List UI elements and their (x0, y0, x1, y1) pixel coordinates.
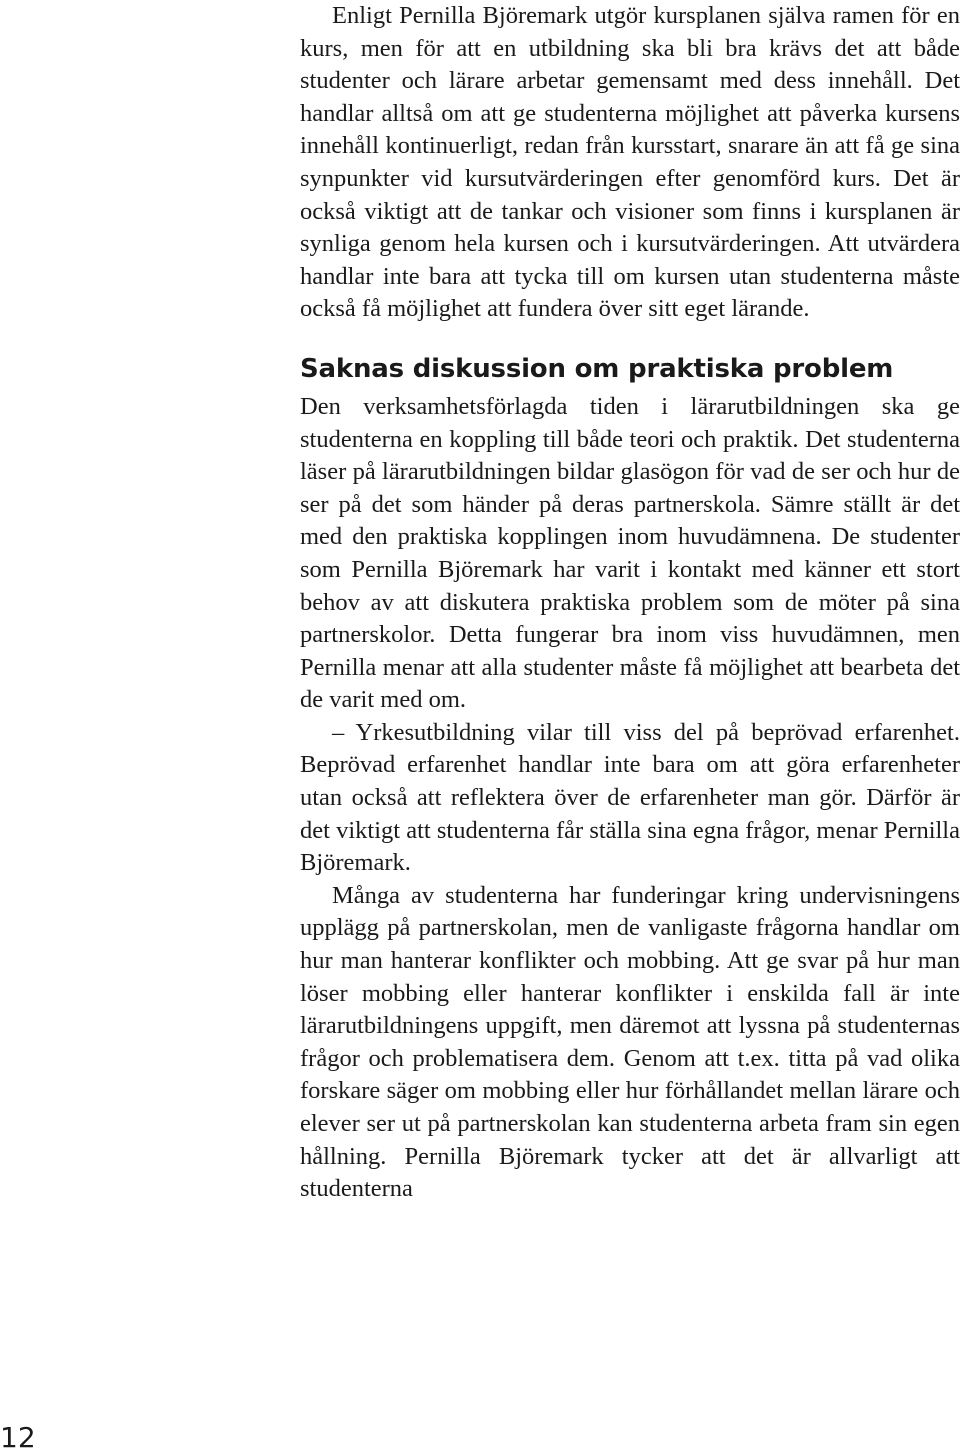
page-number: 12 (0, 1421, 36, 1454)
section-paragraph-3: Många av studenterna har funderingar kring undervisningens upplägg på partnerskolan, men de vanligaste frågorna handlar om hur man hanterar konflikter och mobbing. Att ge svar på hur man löser mobbing eller hanterar konflikter i enskilda fall är inte lärarutbildningens uppgift, men däremot att lyssna på studenternas frågor och problematisera dem. Genom att t.ex. titta på vad olika forskare säger om mobbing eller hur förhållandet mellan lärare och elever ser ut på partnerskolan kan studenterna arbeta fram sin egen hållning. Pernilla Björemark tycker att det är allvarligt att studenterna (300, 881, 960, 1203)
section-heading: Saknas diskussion om praktiska problem (300, 353, 894, 384)
intro-paragraph: Enligt Pernilla Björemark utgör kursplanen själva ramen för en kurs, men för att en utbildning ska bli bra krävs det att både studenter och lärare arbetar gemensamt med dess innehåll. Det handlar alltså om att ge studenterna möjlighet att påverka kursens innehåll kontinuerligt, redan från kursstart, snarare än att få ge sina synpunkter vid kursutvärderingen efter genomförd kurs. Det är också viktigt att de tankar och visioner som finns i kursplanen är synliga genom hela kursen och i kursutvärderingen. Att utvärdera handlar inte bara att tycka till om kursen utan studenterna måste också få möjlighet att fundera över sitt eget lärande. (300, 2, 960, 323)
section-paragraph-quote: – Yrkesutbildning vilar till viss del på beprövad erfarenhet. Beprövad erfarenhet handlar inte bara om att göra erfarenheter utan också att reflektera över de erfarenheter man gör. Därför är det viktigt att studenterna får ställa sina egna frågor, menar Pernilla Björemark. (300, 718, 960, 877)
section-paragraph-1: Den verksamhetsförlagda tiden i lärarutbildningen ska ge studenterna en koppling till både teori och praktik. Det studenterna läser på lärarutbildningen bildar glasögon för vad de ser och hur de ser på det som händer på deras partnerskola. Sämre ställt är det med den praktiska kopplingen inom huvudämnena. De studenter som Pernilla Björemark har varit i kontakt med känner ett stort behov av att diskutera praktiska problem som de möter på sina partnerskolor. Detta fungerar bra inom viss huvudämnen, men Pernilla menar att alla studenter måste få möjlighet att bearbeta det de varit med om. (300, 392, 960, 714)
text-column (300, 0, 960, 1206)
